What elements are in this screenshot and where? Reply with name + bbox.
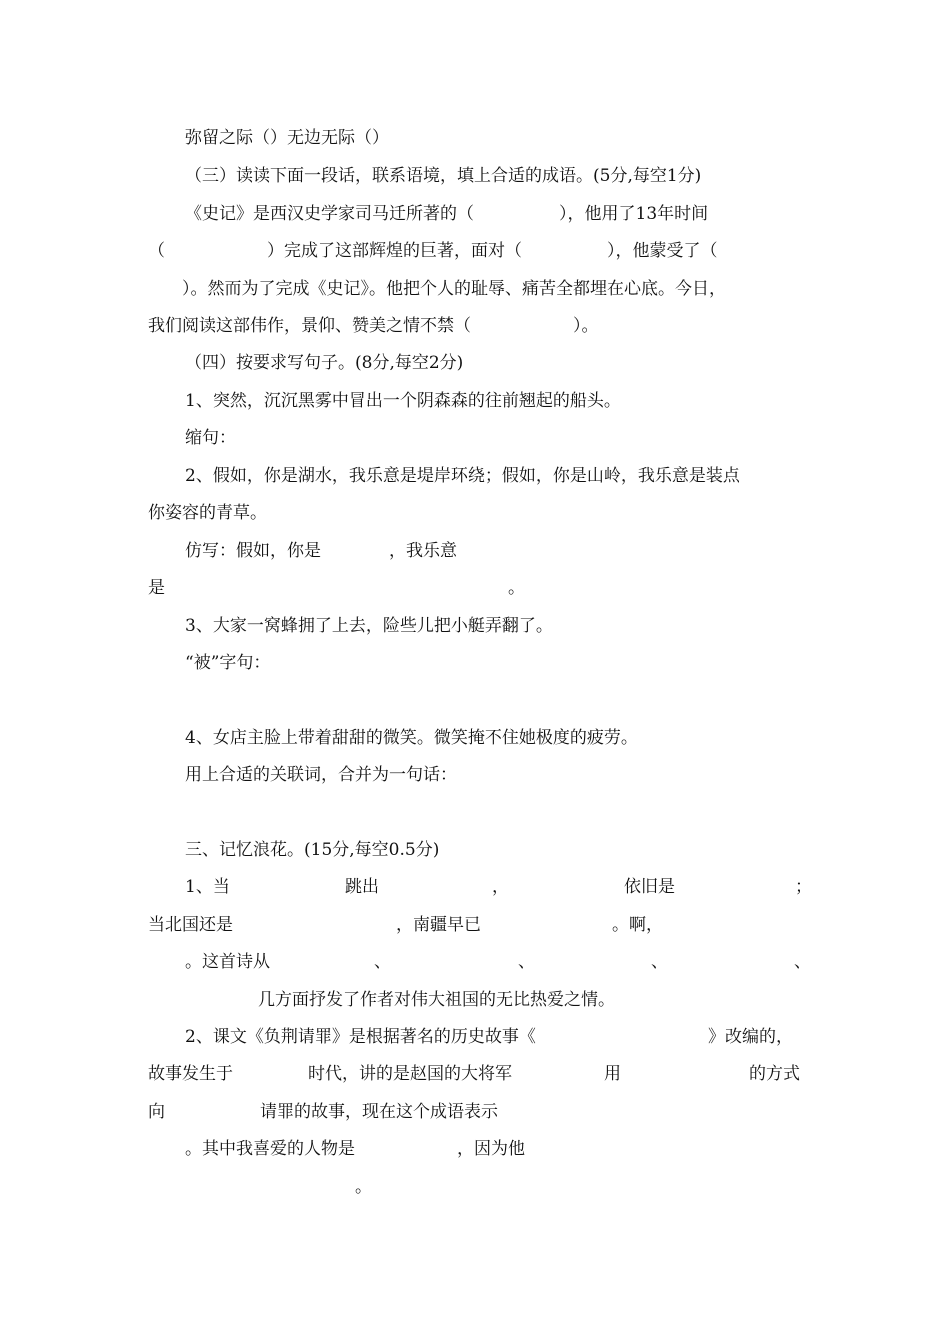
text-line: 3、大家一窝蜂拥了上去，险些儿把小艇弄翻了。 (185, 616, 553, 636)
text-line: ； (795, 877, 812, 897)
text-line: 1、突然，沉沉黑雾中冒出一个阴森森的往前翘起的船头。 (185, 391, 621, 411)
text-line: 。 (355, 1177, 372, 1197)
text-line: 。其中我喜爱的人物是 (185, 1139, 355, 1159)
text-line: 故事发生于 (148, 1064, 233, 1084)
text-line: 是 (148, 578, 165, 598)
text-line: 4、女店主脸上带着甜甜的微笑。微笑掩不住她极度的疲劳。 (185, 728, 638, 748)
text-line: （ ）完成了这部辉煌的巨著，面对（ ），他蒙受了（ (148, 241, 718, 261)
text-line: 仿写：假如，你是 ，我乐意 (185, 541, 457, 561)
text-line: 。 (508, 578, 525, 598)
section-heading: 三、记忆浪花。(15分,每空0.5分) (185, 840, 440, 860)
text-line: 。啊， (612, 915, 663, 935)
text-line: 2、课文《负荆请罪》是根据著名的历史故事《 (185, 1027, 536, 1047)
text-line: ， (492, 877, 509, 897)
text-line: 、 (518, 952, 535, 972)
text-line: 你姿容的青草。 (148, 503, 267, 523)
text-line: ，南疆早已 (396, 915, 481, 935)
text-line: ）。然而为了完成《史记》。他把个人的耻辱、痛苦全都埋在心底。今日， (165, 279, 726, 299)
text-line: 的方式 (749, 1064, 800, 1084)
text-line: 、 (651, 952, 668, 972)
text-line: 向 (148, 1102, 165, 1122)
text-line: 《史记》是西汉史学家司马迁所著的（ ），他用了13年时间 (185, 204, 709, 224)
text-line: 请罪的故事，现在这个成语表示 (260, 1102, 498, 1122)
text-line: 。这首诗从 (185, 952, 270, 972)
text-line: “被”字句： (185, 653, 271, 673)
text-line: 2、假如，你是湖水，我乐意是堤岸环绕；假如，你是山岭，我乐意是装点 (185, 466, 740, 486)
text-line: 》改编的， (708, 1027, 793, 1047)
text-line: 1、当 (185, 877, 230, 897)
text-line: 用上合适的关联词，合并为一句话： (185, 765, 457, 785)
text-line: 、 (374, 952, 391, 972)
section-heading: （三）读读下面一段话，联系语境，填上合适的成语。(5分,每空1分) (185, 166, 702, 186)
text-line: 跳出 (345, 877, 379, 897)
text-line: 、 (794, 952, 811, 972)
text-line: 弥留之际（）无边无际（） (185, 128, 389, 148)
section-heading: （四）按要求写句子。(8分,每空2分) (185, 353, 464, 373)
text-line: 依旧是 (624, 877, 675, 897)
text-line: ，因为他 (457, 1139, 525, 1159)
text-line: 缩句： (185, 428, 236, 448)
text-line: 时代，讲的是赵国的大将军 (308, 1064, 512, 1084)
text-line: 我们阅读这部伟作，景仰、赞美之情不禁（ ）。 (148, 316, 599, 336)
text-line: 用 (604, 1064, 621, 1084)
text-line: 几方面抒发了作者对伟大祖国的无比热爱之情。 (258, 990, 615, 1010)
text-line: 当北国还是 (148, 915, 233, 935)
